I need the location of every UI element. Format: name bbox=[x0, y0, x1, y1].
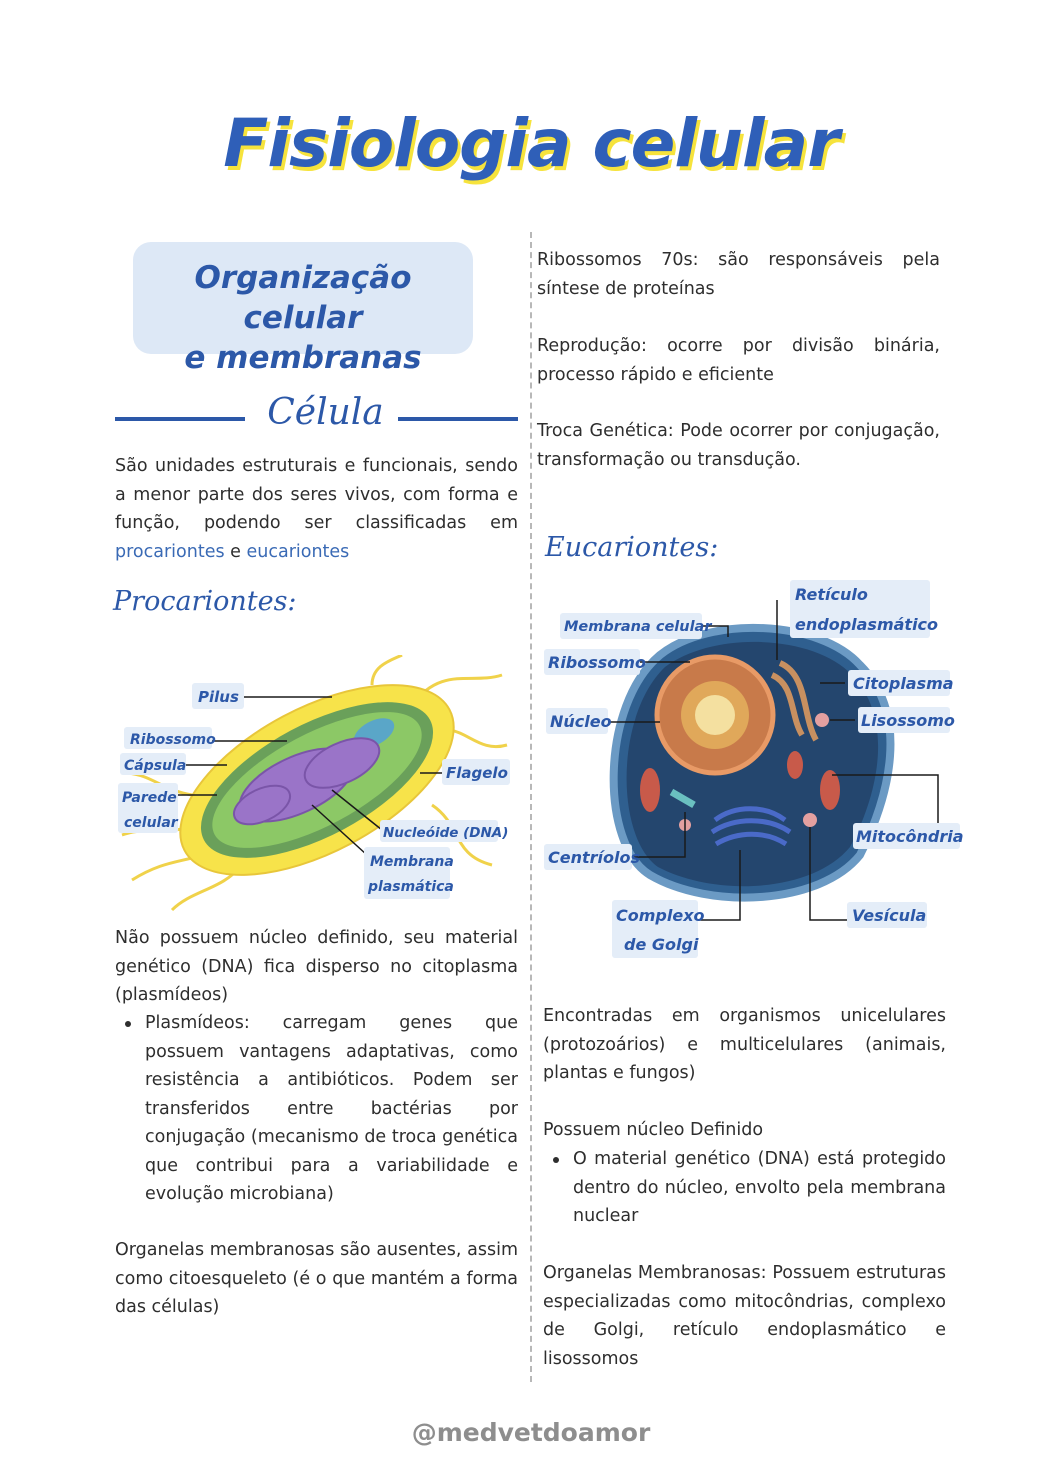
prok-paragraph-2: Organelas membranosas são ausentes, assim como citoesqueleto (é o que mantém a forma das células) bbox=[115, 1240, 518, 1317]
label-parede-1: Parede bbox=[122, 790, 177, 806]
eucariontes-link: eucariontes bbox=[246, 541, 350, 562]
label-complexo-1: Complexo bbox=[616, 906, 705, 925]
celula-text-and: e bbox=[224, 541, 247, 562]
celula-paragraph bbox=[115, 452, 518, 566]
heading-rule-left bbox=[115, 417, 245, 421]
label-membrana-celular: Membrana celular bbox=[564, 619, 712, 635]
label-membrana-1: Membrana bbox=[370, 854, 454, 870]
mitochondrion-shape-2 bbox=[820, 770, 840, 810]
label-citoplasma: Citoplasma bbox=[853, 674, 954, 693]
label-flagelo: Flagelo bbox=[446, 764, 508, 782]
page-title: Fisiologia celular bbox=[223, 105, 839, 182]
euk-bullet-list bbox=[543, 1145, 946, 1231]
euk-paragraph-3: Organelas Membranosas: Possuem estruturas especializadas como mitocôndrias, complexo de Golgi, retículo endoplasmático e lisossomos bbox=[543, 1263, 946, 1369]
label-reticulo-2: endoplasmático bbox=[795, 615, 939, 634]
label-vesicula: Vesícula bbox=[852, 906, 927, 925]
column-divider bbox=[530, 232, 532, 1382]
euk-paragraph-1: Encontradas em organismos unicelulares (protozoários) e multicelulares (animais, plantas e fungos) bbox=[543, 1006, 946, 1083]
mitochondrion-shape-1 bbox=[640, 768, 660, 812]
lysosome-shape bbox=[815, 713, 829, 727]
vesicle-shape bbox=[803, 813, 817, 827]
label-capsula: Cápsula bbox=[124, 758, 187, 774]
label-nucleoide: Nucleóide (DNA) bbox=[383, 825, 509, 841]
heading-rule-right bbox=[398, 417, 518, 421]
prokaryote-diagram bbox=[112, 655, 522, 915]
section-title-box bbox=[133, 242, 473, 376]
footer-handle: @medvetdoamor bbox=[411, 1418, 651, 1447]
troca-genetica-paragraph: Troca Genética: Pode ocorrer por conjugação, transformação ou transdução. bbox=[537, 421, 940, 470]
celula-heading-row bbox=[115, 392, 518, 442]
nucleolus-shape bbox=[695, 695, 735, 735]
mitochondrion-shape-3 bbox=[787, 751, 803, 779]
prok-bullet-plasmideos: Plasmídeos: carregam genes que possuem vantagens adaptativas, como resistência a antibióticos. Podem ser transferidos entre bactérias por conjugação (mecanismo de troca genética que contribui para a variabilidade e evolução microbiana) bbox=[115, 1009, 518, 1209]
eukaryote-diagram bbox=[540, 575, 965, 970]
label-complexo-2: de Golgi bbox=[624, 935, 699, 954]
eucariontes-heading: Eucariontes: bbox=[545, 532, 719, 563]
section-title-line2: e membranas bbox=[184, 340, 422, 376]
label-parede-2: celular bbox=[124, 815, 178, 831]
ribossomos-paragraph: Ribossomos 70s: são responsáveis pela síntese de proteínas bbox=[537, 250, 940, 299]
label-mitocondria: Mitocôndria bbox=[856, 827, 964, 846]
label-prok-ribossomo: Ribossomo bbox=[130, 732, 216, 748]
celula-text: São unidades estruturais e funcionais, sendo a menor parte dos seres vivos, com forma e função, podendo ser classificadas em bbox=[115, 456, 518, 533]
prok-bullet-list bbox=[115, 1009, 518, 1209]
reproducao-paragraph: Reprodução: ocorre por divisão binária, processo rápido e eficiente bbox=[537, 336, 940, 385]
label-reticulo-1: Retículo bbox=[795, 585, 868, 604]
procariontes-heading: Procariontes: bbox=[113, 586, 297, 617]
label-membrana-2: plasmática bbox=[368, 879, 454, 895]
label-euk-ribossomo: Ribossomo bbox=[548, 653, 646, 672]
label-lisossomo: Lisossomo bbox=[861, 711, 955, 730]
prok-paragraph-1: Não possuem núcleo definido, seu material genético (DNA) fica disperso no citoplasma (plasmídeos) bbox=[115, 928, 518, 1005]
label-centriolos: Centríolos bbox=[548, 848, 640, 867]
procariontes-link: procariontes bbox=[115, 541, 225, 562]
section-title-line1: Organização celular bbox=[194, 260, 412, 336]
celula-heading: Célula bbox=[267, 392, 384, 433]
euk-paragraph-2: Possuem núcleo Definido bbox=[543, 1120, 764, 1140]
euk-bullet-dna: O material genético (DNA) está protegido dentro do núcleo, envolto pela membrana nuclear bbox=[543, 1145, 946, 1231]
label-nucleo: Núcleo bbox=[550, 712, 612, 731]
label-pilus: Pilus bbox=[198, 688, 239, 706]
